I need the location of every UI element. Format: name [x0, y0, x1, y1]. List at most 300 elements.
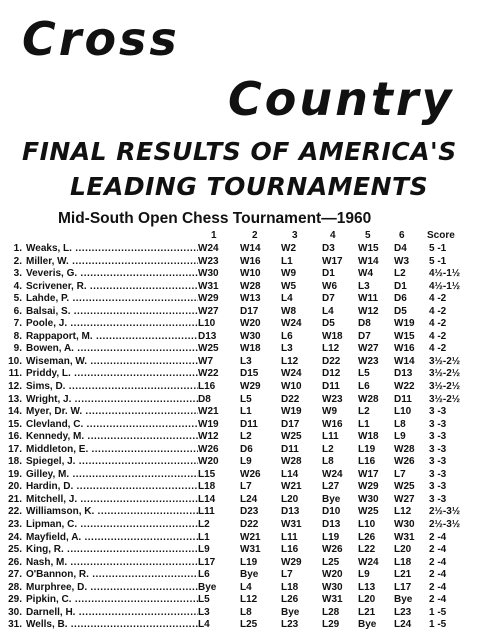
- round-5-result: W28: [358, 393, 379, 405]
- round-5-result: W29: [358, 481, 379, 493]
- round-2-result: D15: [240, 368, 259, 380]
- round-3-result: W21: [281, 481, 302, 493]
- round-2-result: D6: [240, 443, 253, 455]
- player-name: Clevland, C. .....: [26, 419, 198, 432]
- results-table: [0, 243, 477, 632]
- round-4-result: L12: [322, 343, 340, 355]
- round-1-result: L3: [198, 606, 210, 618]
- round-6-result: W27: [394, 493, 415, 505]
- round-5-result: D8: [358, 318, 371, 330]
- table-row: [0, 607, 477, 620]
- table-row: [0, 381, 477, 394]
- player-number: 3.: [13, 268, 22, 280]
- player-name: Poole, J. .....: [26, 318, 198, 331]
- round-2-result: W26: [240, 468, 261, 480]
- player-number: 22.: [8, 506, 22, 518]
- player-score: 3 -3: [429, 481, 447, 493]
- round-2-result: L24: [240, 493, 258, 505]
- player-number: 6.: [13, 305, 22, 317]
- round-1-result: W22: [198, 368, 219, 380]
- player-score: 2 -4: [429, 556, 447, 568]
- player-number: 20.: [8, 481, 22, 493]
- player-score: 1 -5: [429, 606, 447, 618]
- round-5-result: L13: [358, 581, 376, 593]
- table-row: [0, 582, 477, 595]
- round-1-result: W12: [198, 431, 219, 443]
- round-1-result: W23: [198, 255, 219, 267]
- round-4-result: W18: [322, 330, 343, 342]
- player-score: 3½-2½: [429, 355, 461, 367]
- round-6-result: W30: [394, 519, 415, 531]
- player-score: 5 -1: [429, 243, 447, 254]
- round-1-result: W26: [198, 443, 219, 455]
- round-6-result: Bye: [394, 594, 413, 606]
- player-number: 15.: [8, 418, 22, 430]
- table-row: [0, 494, 477, 507]
- round-2-result: W30: [240, 330, 261, 342]
- round-3-result: L1: [281, 255, 293, 267]
- round-6-result: L20: [394, 544, 412, 556]
- player-name: Williamson, K. .....: [26, 506, 198, 519]
- player-score: 4½-1½: [429, 280, 461, 292]
- round-2-result: W31: [240, 544, 261, 556]
- player-number: 17.: [8, 443, 22, 455]
- round-5-result: W4: [358, 268, 373, 280]
- player-name: Sims, D. .....: [26, 381, 198, 394]
- player-number: 21.: [8, 493, 22, 505]
- round-6-result: W26: [394, 456, 415, 468]
- player-number: 25.: [8, 544, 22, 556]
- round-4-result: W26: [322, 544, 343, 556]
- player-score: 4 -2: [429, 330, 447, 342]
- round-2-result: L25: [240, 619, 258, 631]
- table-row: [0, 243, 477, 256]
- round-2-result: L2: [240, 431, 252, 443]
- player-score: 3½-2½: [429, 368, 461, 380]
- round-5-result: L10: [358, 519, 376, 531]
- round-5-result: L22: [358, 544, 376, 556]
- table-row: [0, 506, 477, 519]
- player-name: Pipkin, C. .....: [26, 594, 198, 607]
- player-number: 19.: [8, 468, 22, 480]
- round-1-result: W27: [198, 305, 219, 317]
- round-1-result: D8: [198, 393, 211, 405]
- round-5-result: L26: [358, 531, 376, 543]
- table-row: [0, 306, 477, 319]
- player-number: 27.: [8, 569, 22, 581]
- table-row: [0, 544, 477, 557]
- player-name: Hardin, D. .....: [26, 481, 198, 494]
- round-3-result: L26: [281, 594, 299, 606]
- player-number: 12.: [8, 381, 22, 393]
- player-name: Nash, M. .....: [26, 557, 198, 570]
- round-6-result: D4: [394, 243, 407, 254]
- round-1-result: L15: [198, 468, 216, 480]
- player-name: O'Bannon, R. .....: [26, 569, 198, 582]
- round-5-result: L20: [358, 594, 376, 606]
- player-number: 14.: [8, 406, 22, 418]
- round-4-result: W30: [322, 581, 343, 593]
- player-name: Murphree, D. .....: [26, 582, 198, 595]
- round-4-result: D13: [322, 519, 341, 531]
- round-1-result: L11: [198, 506, 215, 518]
- round-4-result: D1: [322, 268, 335, 280]
- round-1-result: Bye: [198, 581, 217, 593]
- round-2-result: L9: [240, 456, 252, 468]
- table-row: [0, 481, 477, 494]
- round-4-result: L11: [322, 431, 339, 443]
- round-3-result: L16: [281, 544, 299, 556]
- round-4-result: W31: [322, 594, 343, 606]
- round-2-result: L1: [240, 406, 252, 418]
- player-number: 31.: [8, 619, 22, 631]
- round-6-result: W19: [394, 318, 415, 330]
- player-score: 3 -3: [429, 443, 447, 455]
- round-2-result: W14: [240, 243, 261, 254]
- round-3-result: L7: [281, 569, 293, 581]
- player-number: 5.: [13, 293, 22, 305]
- player-score: 2 -4: [429, 594, 447, 606]
- round-1-result: W19: [198, 418, 219, 430]
- round-6-result: L2: [394, 268, 406, 280]
- round-3-result: W24: [281, 368, 302, 380]
- player-number: 29.: [8, 594, 22, 606]
- round-6-result: W15: [394, 330, 415, 342]
- round-2-result: W28: [240, 280, 261, 292]
- table-row: [0, 569, 477, 582]
- player-score: 2½-3½: [429, 506, 461, 518]
- round-1-result: W29: [198, 293, 219, 305]
- round-6-result: D1: [394, 280, 407, 292]
- round-2-result: W13: [240, 293, 261, 305]
- player-score: 2 -4: [429, 544, 447, 556]
- player-score: 3 -3: [429, 418, 447, 430]
- player-number: 16.: [8, 431, 22, 443]
- round-3-result: W29: [281, 556, 302, 568]
- round-3-result: W25: [281, 431, 302, 443]
- col-header-6: 6: [399, 230, 405, 241]
- round-5-result: Bye: [358, 619, 377, 631]
- round-1-result: L1: [198, 531, 210, 543]
- round-2-result: D17: [240, 305, 259, 317]
- player-name: Spiegel, J. .....: [26, 456, 198, 469]
- round-3-result: W5: [281, 280, 296, 292]
- round-2-result: D23: [240, 506, 259, 518]
- column-header-row: [0, 230, 477, 242]
- player-number: 7.: [13, 318, 22, 330]
- table-row: [0, 406, 477, 419]
- player-name: Gilley, M. .....: [26, 469, 198, 482]
- round-4-result: L28: [322, 606, 340, 618]
- col-header-1: 1: [211, 230, 217, 241]
- round-2-result: D11: [240, 418, 258, 430]
- round-6-result: L18: [394, 556, 412, 568]
- table-row: [0, 557, 477, 570]
- round-4-result: L2: [322, 443, 334, 455]
- round-6-result: W22: [394, 381, 415, 393]
- round-5-result: L1: [358, 418, 370, 430]
- round-2-result: L19: [240, 556, 258, 568]
- round-1-result: L6: [198, 569, 210, 581]
- player-name: Myer, Dr. W. .....: [26, 406, 198, 419]
- round-1-result: L4: [198, 619, 210, 631]
- table-row: [0, 519, 477, 532]
- round-4-result: W23: [322, 393, 343, 405]
- table-row: [0, 469, 477, 482]
- table-row: [0, 268, 477, 281]
- title-cross: Cross: [22, 12, 180, 66]
- player-number: 8.: [13, 330, 22, 342]
- round-6-result: L12: [394, 506, 412, 518]
- player-name: Middleton, E. .....: [26, 444, 198, 457]
- round-1-result: D13: [198, 330, 217, 342]
- table-row: [0, 619, 477, 632]
- round-1-result: L18: [198, 481, 216, 493]
- round-3-result: L4: [281, 293, 293, 305]
- player-score: 3 -3: [429, 431, 447, 443]
- round-3-result: L3: [281, 343, 293, 355]
- round-6-result: D11: [394, 393, 412, 405]
- round-6-result: D13: [394, 368, 413, 380]
- player-score: 4 -2: [429, 318, 447, 330]
- table-row: [0, 356, 477, 369]
- player-score: 5 -1: [429, 255, 447, 267]
- player-name: Scrivener, R. .....: [26, 281, 198, 294]
- round-4-result: L27: [322, 481, 340, 493]
- player-number: 4.: [13, 280, 22, 292]
- round-2-result: Bye: [240, 569, 259, 581]
- round-4-result: W6: [322, 280, 337, 292]
- player-name: Veveris, G. .....: [26, 268, 198, 281]
- table-row: [0, 394, 477, 407]
- round-1-result: L2: [198, 519, 210, 531]
- round-5-result: W12: [358, 305, 379, 317]
- title-country: Country: [228, 72, 455, 126]
- player-number: 30.: [8, 606, 22, 618]
- player-name: Wiseman, W. .....: [26, 356, 198, 369]
- round-6-result: D6: [394, 293, 407, 305]
- col-header-score: Score: [427, 230, 455, 241]
- round-1-result: W30: [198, 268, 219, 280]
- round-2-result: L3: [240, 355, 252, 367]
- round-4-result: D7: [322, 293, 335, 305]
- round-6-result: W16: [394, 343, 415, 355]
- round-5-result: L6: [358, 381, 370, 393]
- round-4-result: L8: [322, 456, 334, 468]
- player-score: 2 -4: [429, 569, 447, 581]
- round-4-result: D11: [322, 381, 340, 393]
- round-6-result: L8: [394, 418, 406, 430]
- headline-line2: LEADING TOURNAMENTS: [70, 172, 429, 201]
- round-4-result: W9: [322, 406, 337, 418]
- player-number: 26.: [8, 556, 22, 568]
- round-3-result: W24: [281, 318, 302, 330]
- round-3-result: D17: [281, 418, 300, 430]
- player-number: 11.: [8, 368, 22, 380]
- player-name: Rappaport, M. .....: [26, 331, 198, 344]
- player-number: 23.: [8, 519, 22, 531]
- table-row: [0, 343, 477, 356]
- round-5-result: W17: [358, 468, 379, 480]
- player-score: 2 -4: [429, 531, 447, 543]
- round-1-result: L9: [198, 544, 210, 556]
- player-name: Miller, W. .....: [26, 256, 198, 269]
- round-5-result: L5: [358, 368, 370, 380]
- player-name: Darnell, H. .....: [26, 607, 198, 620]
- round-3-result: W28: [281, 456, 302, 468]
- round-4-result: Bye: [322, 493, 341, 505]
- round-6-result: L10: [394, 406, 412, 418]
- round-1-result: W21: [198, 406, 219, 418]
- round-1-result: L5: [198, 594, 210, 606]
- round-1-result: W31: [198, 280, 219, 292]
- table-row: [0, 281, 477, 294]
- player-name: Lahde, P. .....: [26, 293, 198, 306]
- round-3-result: L20: [281, 493, 299, 505]
- round-5-result: W24: [358, 556, 379, 568]
- player-score: 3 -3: [429, 493, 447, 505]
- player-name: Wells, B. .....: [26, 619, 198, 632]
- player-name: Balsai, S. .....: [26, 306, 198, 319]
- round-6-result: L21: [394, 569, 412, 581]
- round-5-result: L2: [358, 406, 370, 418]
- player-score: 3 -3: [429, 456, 447, 468]
- round-1-result: L17: [198, 556, 216, 568]
- round-3-result: L12: [281, 355, 299, 367]
- col-header-4: 4: [330, 230, 336, 241]
- table-row: [0, 256, 477, 269]
- player-number: 10.: [8, 355, 22, 367]
- table-row: [0, 293, 477, 306]
- round-5-result: W15: [358, 243, 379, 254]
- round-6-result: W31: [394, 531, 415, 543]
- round-6-result: W14: [394, 355, 415, 367]
- round-5-result: W25: [358, 506, 379, 518]
- round-1-result: W25: [198, 343, 219, 355]
- player-name: King, R. .....: [26, 544, 198, 557]
- round-4-result: W20: [322, 569, 343, 581]
- player-score: 4 -2: [429, 343, 447, 355]
- round-4-result: W24: [322, 468, 343, 480]
- player-name: Mayfield, A. .....: [26, 532, 198, 545]
- player-score: 4½-1½: [429, 268, 461, 280]
- tournament-title: Mid-South Open Chess Tournament—1960: [58, 210, 372, 227]
- player-score: 3 -3: [429, 406, 447, 418]
- round-6-result: L7: [394, 468, 406, 480]
- round-4-result: D12: [322, 368, 341, 380]
- player-number: 24.: [8, 531, 22, 543]
- player-score: 4 -2: [429, 305, 447, 317]
- player-number: 2.: [13, 255, 22, 267]
- round-5-result: L3: [358, 280, 370, 292]
- player-name: Lipman, C. .....: [26, 519, 198, 532]
- round-3-result: L14: [281, 468, 299, 480]
- round-2-result: L7: [240, 481, 252, 493]
- round-4-result: W16: [322, 418, 343, 430]
- table-row: [0, 331, 477, 344]
- round-2-result: W29: [240, 381, 261, 393]
- player-score: 3 -3: [429, 468, 447, 480]
- round-6-result: D5: [394, 305, 407, 317]
- round-1-result: W7: [198, 355, 213, 367]
- round-2-result: D22: [240, 519, 259, 531]
- table-row: [0, 431, 477, 444]
- round-4-result: L29: [322, 619, 340, 631]
- player-score: 3½-2½: [429, 381, 461, 393]
- round-4-result: D3: [322, 243, 335, 254]
- round-2-result: L8: [240, 606, 252, 618]
- col-header-3: 3: [292, 230, 298, 241]
- round-2-result: W18: [240, 343, 261, 355]
- round-5-result: W11: [358, 293, 379, 305]
- round-4-result: L25: [322, 556, 340, 568]
- round-3-result: D22: [281, 393, 300, 405]
- player-score: 2½-3½: [429, 519, 461, 531]
- player-name: Wright, J. .....: [26, 394, 198, 407]
- headline-line1: FINAL RESULTS OF AMERICA'S: [22, 137, 457, 166]
- round-6-result: W28: [394, 443, 415, 455]
- round-3-result: W9: [281, 268, 296, 280]
- player-number: 18.: [8, 456, 22, 468]
- round-2-result: W10: [240, 268, 261, 280]
- player-number: 13.: [8, 393, 22, 405]
- player-name: Priddy, L. .....: [26, 368, 198, 381]
- round-1-result: L10: [198, 318, 216, 330]
- round-5-result: W30: [358, 493, 379, 505]
- round-5-result: L9: [358, 569, 370, 581]
- round-5-result: L21: [358, 606, 376, 618]
- round-5-result: W23: [358, 355, 379, 367]
- player-score: 4 -2: [429, 293, 447, 305]
- round-1-result: W20: [198, 456, 219, 468]
- round-3-result: Bye: [281, 606, 300, 618]
- round-2-result: W20: [240, 318, 261, 330]
- round-3-result: L6: [281, 330, 293, 342]
- round-3-result: W19: [281, 406, 302, 418]
- player-number: 28.: [8, 581, 22, 593]
- round-5-result: W27: [358, 343, 379, 355]
- round-4-result: D5: [322, 318, 335, 330]
- round-4-result: W17: [322, 255, 343, 267]
- player-name: Kennedy, M. .....: [26, 431, 198, 444]
- round-6-result: L24: [394, 619, 412, 631]
- col-header-5: 5: [365, 230, 371, 241]
- round-6-result: L9: [394, 431, 406, 443]
- round-2-result: W16: [240, 255, 261, 267]
- round-3-result: W2: [281, 243, 296, 254]
- table-row: [0, 318, 477, 331]
- round-3-result: L11: [281, 531, 298, 543]
- round-1-result: L14: [198, 493, 216, 505]
- round-4-result: D22: [322, 355, 341, 367]
- player-name: Bowen, A. .....: [26, 343, 198, 356]
- round-2-result: W21: [240, 531, 261, 543]
- player-number: 9.: [13, 343, 22, 355]
- table-row: [0, 456, 477, 469]
- round-3-result: L23: [281, 619, 299, 631]
- table-row: [0, 419, 477, 432]
- round-2-result: L4: [240, 581, 252, 593]
- round-5-result: L19: [358, 443, 376, 455]
- round-3-result: W10: [281, 381, 302, 393]
- round-3-result: W8: [281, 305, 296, 317]
- table-row: [0, 368, 477, 381]
- round-2-result: L12: [240, 594, 258, 606]
- round-5-result: D7: [358, 330, 371, 342]
- table-row: [0, 532, 477, 545]
- round-5-result: W14: [358, 255, 379, 267]
- player-score: 1 -5: [429, 619, 447, 631]
